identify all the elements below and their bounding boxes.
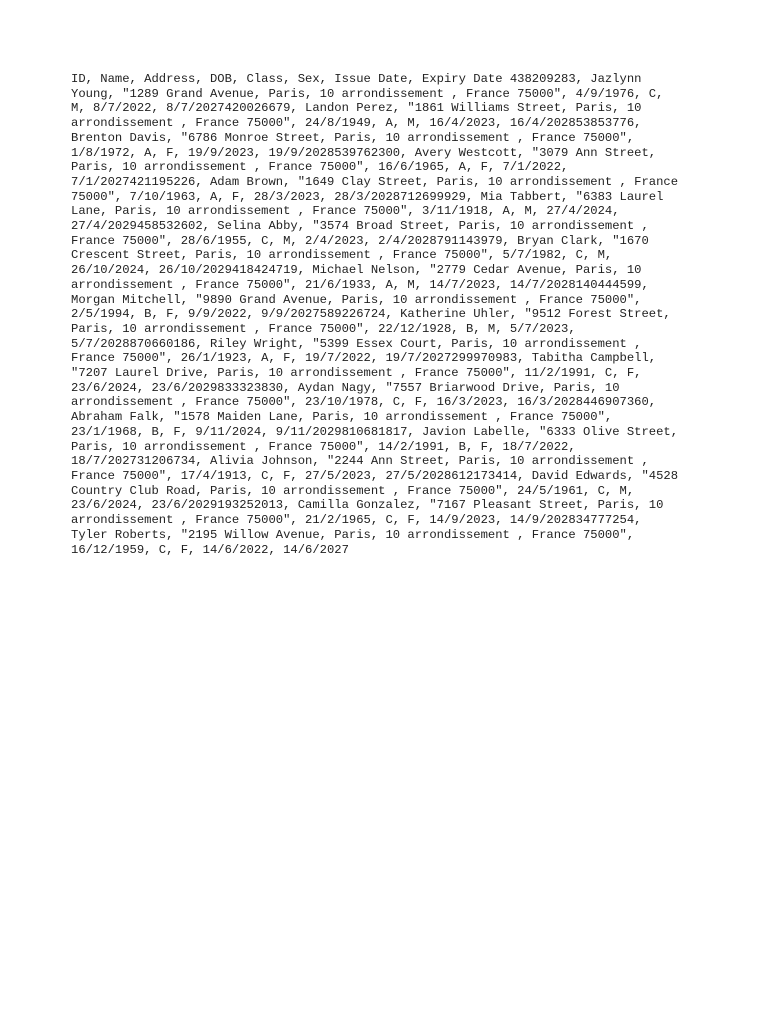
text-line: arrondissement , France 75000", 21/6/1933, A, M, 14/7/2023, 14/7/2028140444599, [71, 277, 649, 292]
text-line: 16/12/1959, C, F, 14/6/2022, 14/6/2027 [71, 542, 349, 557]
text-line: Abraham Falk, "1578 Maiden Lane, Paris, 10 arrondissement , France 75000", [71, 410, 613, 425]
text-line: Paris, 10 arrondissement , France 75000", 16/6/1965, A, F, 7/1/2022, [71, 160, 569, 175]
text-line: France 75000", 26/1/1923, A, F, 19/7/2022, 19/7/2027299970983, Tabitha Campbell, [71, 351, 657, 366]
text-line: France 75000", 17/4/1913, C, F, 27/5/2023, 27/5/2028612173414, David Edwards, "4528 [71, 468, 679, 483]
text-line: 26/10/2024, 26/10/2029418424719, Michael Nelson, "2779 Cedar Avenue, Paris, 10 [71, 263, 642, 278]
text-line: 75000", 7/10/1963, A, F, 28/3/2023, 28/3/2028712699929, Mia Tabbert, "6383 Laurel [71, 189, 664, 204]
text-line: 18/7/202731206734, Alivia Johnson, "2244 Ann Street, Paris, 10 arrondissement , [71, 454, 649, 469]
text-line: Paris, 10 arrondissement , France 75000", 22/12/1928, B, M, 5/7/2023, [71, 321, 576, 336]
text-line: arrondissement , France 75000", 23/10/1978, C, F, 16/3/2023, 16/3/2028446907360, [71, 395, 657, 410]
text-line: Tyler Roberts, "2195 Willow Avenue, Paris, 10 arrondissement , France 75000", [71, 527, 635, 542]
text-line: Country Club Road, Paris, 10 arrondissement , France 75000", 24/5/1961, C, M, [71, 483, 635, 498]
text-line: 27/4/2029458532602, Selina Abby, "3574 Broad Street, Paris, 10 arrondissement , [71, 219, 649, 234]
text-line: Young, "1289 Grand Avenue, Paris, 10 arrondissement , France 75000", 4/9/1976, C, [71, 86, 664, 101]
text-line: 23/1/1968, B, F, 9/11/2024, 9/11/2029810681817, Javion Labelle, "6333 Olive Street, [71, 424, 679, 439]
text-line: 7/1/2027421195226, Adam Brown, "1649 Clay Street, Paris, 10 arrondissement , France [71, 174, 679, 189]
text-line: 23/6/2024, 23/6/2029193252013, Camilla Gonzalez, "7167 Pleasant Street, Paris, 10 [71, 498, 664, 513]
text-line: Paris, 10 arrondissement , France 75000", 14/2/1991, B, F, 18/7/2022, [71, 439, 576, 454]
text-line: Morgan Mitchell, "9890 Grand Avenue, Paris, 10 arrondissement , France 75000", [71, 292, 642, 307]
text-line: 1/8/1972, A, F, 19/9/2023, 19/9/2028539762300, Avery Westcott, "3079 Ann Street, [71, 145, 657, 160]
text-line: 2/5/1994, B, F, 9/9/2022, 9/9/2027589226724, Katherine Uhler, "9512 Forest Street, [71, 307, 671, 322]
csv-text-block [71, 72, 701, 557]
text-line: Crescent Street, Paris, 10 arrondissement , France 75000", 5/7/1982, C, M, [71, 248, 613, 263]
text-line: Lane, Paris, 10 arrondissement , France 75000", 3/11/1918, A, M, 27/4/2024, [71, 204, 620, 219]
text-line: 23/6/2024, 23/6/2029833323830, Aydan Nagy, "7557 Briarwood Drive, Paris, 10 [71, 380, 620, 395]
text-line: M, 8/7/2022, 8/7/2027420026679, Landon Perez, "1861 Williams Street, Paris, 10 [71, 101, 642, 116]
text-line: "7207 Laurel Drive, Paris, 10 arrondissement , France 75000", 11/2/1991, C, F, [71, 366, 642, 381]
text-line: arrondissement , France 75000", 24/8/1949, A, M, 16/4/2023, 16/4/202853853776, [71, 116, 642, 131]
text-line: 5/7/2028870660186, Riley Wright, "5399 Essex Court, Paris, 10 arrondissement , [71, 336, 642, 351]
text-line: ID, Name, Address, DOB, Class, Sex, Issue Date, Expiry Date 438209283, Jazlynn [71, 72, 642, 86]
text-line: arrondissement , France 75000", 21/2/1965, C, F, 14/9/2023, 14/9/202834777254, [71, 513, 642, 528]
text-line: Brenton Davis, "6786 Monroe Street, Paris, 10 arrondissement , France 75000", [71, 130, 635, 145]
text-line: France 75000", 28/6/1955, C, M, 2/4/2023, 2/4/2028791143979, Bryan Clark, "1670 [71, 233, 649, 248]
